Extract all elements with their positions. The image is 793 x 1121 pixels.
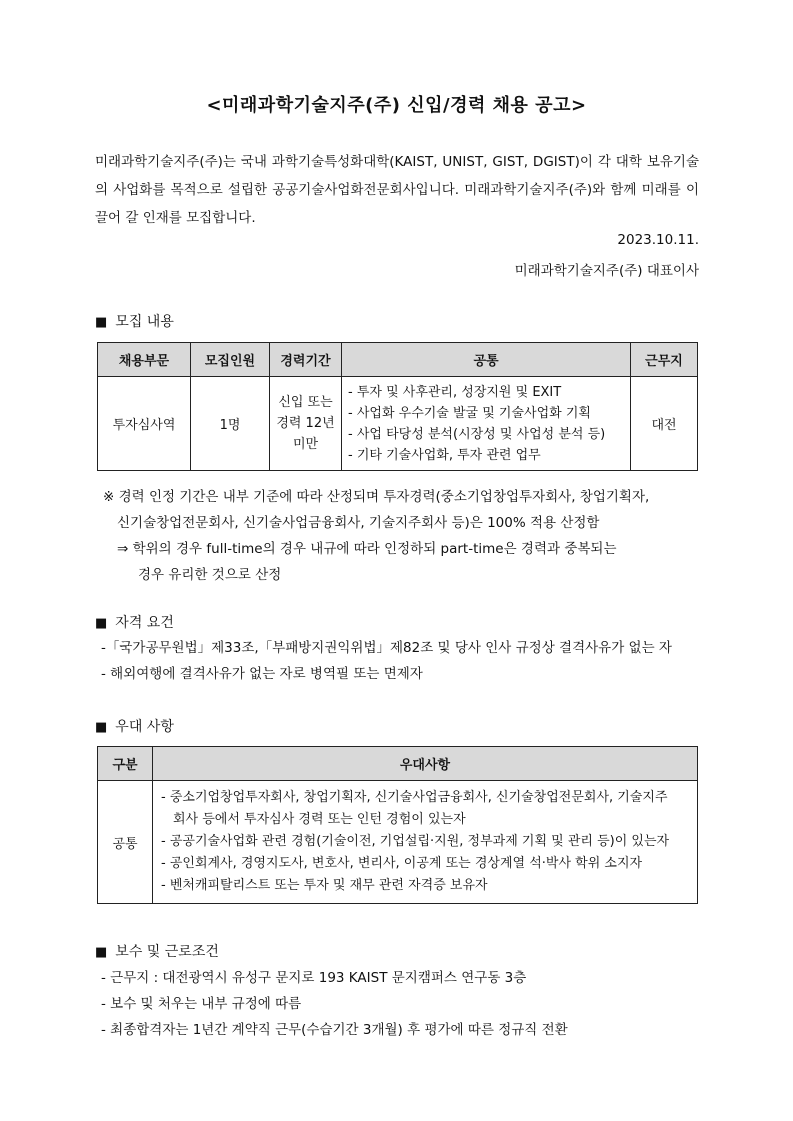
section-compensation-heading (95, 941, 219, 961)
square-bullet-icon: ■ (95, 945, 108, 960)
duty-item: - 기타 기술사업화, 투자 관련 업무 (348, 447, 541, 463)
list-item: - 최종합격자는 1년간 계약직 근무(수습기간 3개월) 후 평가에 따른 정규직 전환 (101, 1022, 568, 1038)
preference-item: - 벤처캐피탈리스트 또는 투자 및 재무 관련 자격증 보유자 (161, 878, 488, 893)
experience-note (103, 484, 703, 536)
cell-preference-items (153, 781, 698, 904)
note-line: ⇒ 학위의 경우 full-time의 경우 내규에 따라 인정하되 part-time은 경력과 중복되는 (117, 541, 617, 557)
qualification-list (101, 635, 672, 687)
section-recruit-heading (95, 311, 174, 331)
degree-note (117, 536, 699, 588)
cell-location: 대전 (631, 377, 698, 471)
note-line: 신기술창업전문회사, 신기술사업금융회사, 기술지주회사 등)은 100% 적용 산정함 (117, 515, 600, 531)
preference-item: - 공인회계사, 경영지도사, 변호사, 변리사, 이공계 또는 경상계열 석·박사 학위 소지자 (161, 856, 643, 871)
square-bullet-icon: ■ (95, 616, 108, 631)
cell-duties (342, 377, 631, 471)
preference-item: - 공공기술사업화 관련 경험(기술이전, 기업설립·지원, 정부과제 기획 및 관리 등)이 있는자 (161, 834, 670, 849)
note-line: ※ 경력 인정 기간은 내부 기준에 따라 산정되며 투자경력(중소기업창업투자회사, 창업기획자, (103, 489, 650, 505)
note-line: 경우 유리한 것으로 산정 (138, 567, 282, 583)
section-qualification-heading (95, 612, 174, 632)
recruit-table (97, 342, 698, 471)
header-headcount: 모집인원 (191, 343, 270, 377)
header-experience: 경력기간 (270, 343, 342, 377)
experience-line: 미만 (292, 437, 319, 452)
table-header-row (98, 343, 698, 377)
header-common: 공통 (342, 343, 631, 377)
duty-item: - 사업화 우수기술 발굴 및 기술사업화 기획 (348, 405, 591, 421)
header-department: 채용부문 (98, 343, 191, 377)
intro-text: 미래과학기술지주(주)는 국내 과학기술특성화대학(KAIST, UNIST, GIST, DGIST)이 각 대학 보유기술의 사업화를 목적으로 설립한 공공기술사업화전문회사입니다. 미래과학기술지주(주)와 함께 미래를 이끌어 갈 인재를 모집합니다. (95, 154, 699, 226)
experience-line: 경력 12년 (276, 416, 335, 431)
cell-department: 투자심사역 (98, 377, 191, 471)
intro-paragraph (95, 148, 699, 232)
preference-table (97, 746, 698, 904)
header-location: 근무지 (631, 343, 698, 377)
duty-item: - 투자 및 사후관리, 성장지원 및 EXIT (348, 384, 562, 400)
section-title: 모집 내용 (115, 314, 174, 330)
compensation-list (101, 965, 568, 1043)
table-row (98, 377, 698, 471)
preference-item: - 중소기업창업투자회사, 창업기획자, 신기술사업금융회사, 신기술창업전문회사, 기술지주 (161, 790, 668, 805)
section-title: 보수 및 근로조건 (115, 944, 219, 960)
list-item: - 근무지 : 대전광역시 유성구 문지로 193 KAIST 문지캠퍼스 연구동 3층 (101, 970, 527, 986)
table-row (98, 781, 698, 904)
posting-date: 2023.10.11. (617, 232, 699, 248)
duty-item: - 사업 타당성 분석(시장성 및 사업성 분석 등) (348, 426, 606, 442)
page-title: <미래과학기술지주(주) 신입/경력 채용 공고> (206, 95, 587, 116)
square-bullet-icon: ■ (95, 315, 108, 330)
preference-item-continuation: 회사 등에서 투자심사 경력 또는 인턴 경험이 있는자 (173, 812, 466, 827)
header-category: 구분 (98, 747, 153, 781)
cell-headcount: 1명 (191, 377, 270, 471)
cell-experience (270, 377, 342, 471)
section-title: 우대 사항 (115, 719, 174, 735)
table-header-row (98, 747, 698, 781)
section-preference-heading (95, 716, 174, 736)
list-item: -「국가공무원법」제33조,「부패방지권익위법」제82조 및 당사 인사 규정상 결격사유가 없는 자 (101, 640, 672, 656)
header-preferences: 우대사항 (153, 747, 698, 781)
signature: 미래과학기술지주(주) 대표이사 (514, 263, 699, 279)
list-item: - 보수 및 처우는 내부 규정에 따름 (101, 996, 302, 1012)
experience-line: 신입 또는 (278, 395, 333, 410)
list-item: - 해외여행에 결격사유가 없는 자로 병역필 또는 면제자 (101, 666, 423, 682)
cell-category: 공통 (98, 781, 153, 904)
section-title: 자격 요건 (115, 615, 174, 631)
square-bullet-icon: ■ (95, 720, 108, 735)
